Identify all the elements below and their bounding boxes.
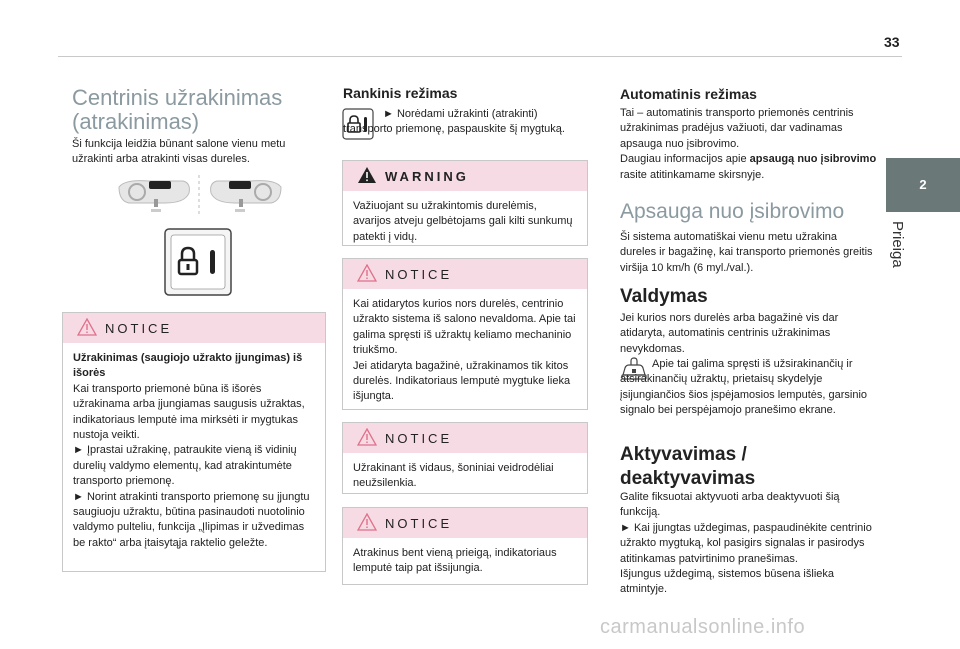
left-notice-heading: Užrakinimas (saugiojo užrakto įjungimas) iš išorės [73,352,303,380]
top-rule [58,56,902,57]
control-text2: Apie tai galima spręsti iš užsirakinančių ir atsirakinančių užraktų, prietaisų skydelyje įsijungiančios šios įspėjamosios lemputės, garsinio signalo bei perspėjamojo pranešimo ekrane. [620,358,868,417]
notice-triangle-icon [357,264,377,282]
left-notice-text2: ► Įprastai užrakinę, patraukite vieną iš vidinių durelių valdymo elementų, kad atrakintumėte transporto priemonę. [73,444,297,488]
left-title-line1: Centrinis užrakinimas [72,85,283,110]
manual-mode-heading: Rankinis režimas [343,85,458,101]
activation-text2: ► Kai įjungtas uždegimas, paspaudinėkite centrinio užrakto mygtuką, kol pasigirs signalas ir pasirodys atitinkamas patvirtinimo pranešimas. [620,521,872,565]
chapter-tab[interactable]: 2 [886,158,960,212]
activation-heading-line2: deaktyvavimas [620,468,756,489]
middle-notice1-text1: Kai atidarytos kurios nors durelės, centrinio užrakto sistema iš salono nevaldoma. Apie tai galima spręsti iš užraktų keliamo mechaninio triukšmo. [353,298,576,357]
activation-text1: Galite fiksuotai aktyvuoti arba deaktyvuoti šią funkciją. [620,491,840,519]
activation-text [620,490,878,598]
activation-text3: Išjungus uždegimą, sistemos būsena išlieka atmintyje. [620,568,835,596]
auto-mode-text [620,106,878,183]
left-notice-text3: ► Norint atrakinti transporto priemonę su įjungtu saugiuoju užraktu, būtina pasinaudoti nuotolinio valdymo pulteliu, funkcija „Įlipimas ir užvedimas be rakto“ arba įtaisytąja raktelio geležte. [73,490,310,549]
notice-triangle-icon [357,513,377,531]
page-number: 33 [884,34,900,50]
warning-box [342,160,588,246]
middle-notice2-text: Užrakinant iš vidaus, šoniniai veidrodėliai neužsilenkia. [353,462,554,490]
dashboard-right-icon [211,181,281,212]
auto-mode-link: apsaugą nuo įsibrovimo [749,153,877,166]
left-title [72,86,330,134]
middle-notice1-text2: Jei atidaryta bagažinė, užrakinamos tik kitos durelės. Indikatoriaus lemputė mygtuke lieka išjungta. [353,359,571,403]
warning-triangle-icon [357,166,377,184]
left-notice-box [62,312,326,572]
middle-notice1-label: NOTICE [385,267,453,282]
auto-mode-heading: Automatinis režimas [620,86,757,102]
auto-mode-text1: Tai – automatinis transporto priemonės centrinis užrakinimas pradėjus važiuoti, dar vadinamas apsauga nuo įsibrovimo. [620,107,854,150]
activation-heading [620,443,755,491]
control-heading: Valdymas [620,286,708,307]
notice-triangle-icon [77,318,97,336]
notice-triangle-icon [357,428,377,446]
middle-notice1-box [342,258,588,410]
dashboard-illustration [115,173,285,218]
protection-text: Ši sistema automatiškai vienu metu užrakina dureles ir bagažinę, kai transporto priemonės greitis viršija 10 km/h (6 myl./val.). [620,231,873,274]
control-text1: Jei kurios nors durelės arba bagažinė vis dar atidaryta, automatinis centrinis užrakinimas nevykdomas. [620,312,839,355]
watermark: carmanualsonline.info [600,616,806,638]
warning-text: Važiuojant su užrakintomis durelėmis, avarijos atveju gelbėtojams gali kilti sunkumų patekti į vidų. [353,200,573,243]
left-title-line2: (atrakinimas) [72,109,200,134]
middle-notice3-box [342,507,588,585]
left-intro: Ši funkcija leidžia būnant salone vienu metu užrakinti arba atrakinti visas dureles. [72,138,286,166]
middle-notice3-label: NOTICE [385,516,453,531]
left-notice-text1: Kai transporto priemonė būna iš išorės užrakinama arba įjungiamas saugusis užraktas, indikatoriaus lemputė ima mirksėti ir mygtukas nustoja veikti. [73,382,305,442]
manual-mode-text: ► Norėdami užrakinti (atrakinti) transporto priemonę, paspauskite šį mygtuką. [343,108,565,136]
left-notice-header [63,313,325,343]
lock-button-icon [164,228,232,296]
activation-heading-line1: Aktyvavimas / [620,444,747,465]
middle-notice3-text: Atrakinus bent vieną prieigą, indikatoriaus lemputė taip pat išsijungia. [353,547,557,575]
warning-label: WARNING [385,169,469,184]
middle-notice2-label: NOTICE [385,431,453,446]
protection-title: Apsauga nuo įsibrovimo [620,200,845,223]
left-notice-label: NOTICE [105,321,173,336]
auto-mode-text2: Daugiau informacijos apie apsaugą nuo įsibrovimo rasite atitinkamame skirsnyje. [620,153,877,181]
dashboard-left-icon [119,181,189,212]
chapter-label-wrap [876,215,916,275]
middle-notice2-box [342,422,588,494]
chapter-label: Prieiga [889,221,906,268]
